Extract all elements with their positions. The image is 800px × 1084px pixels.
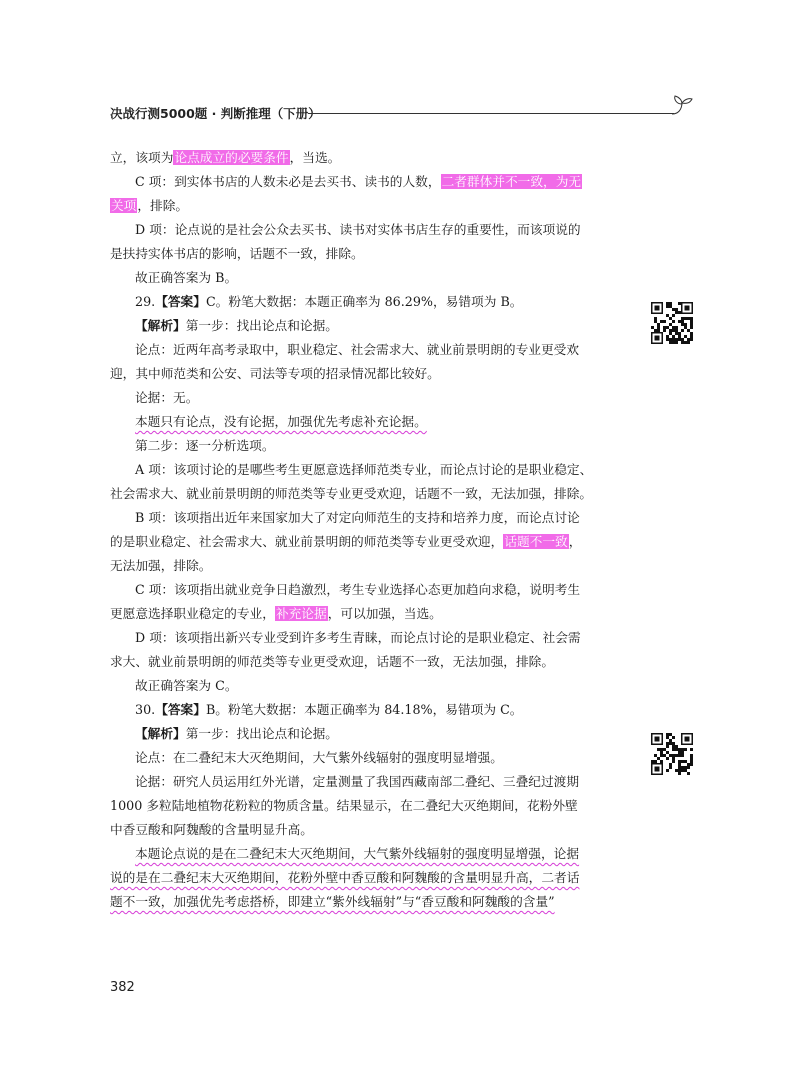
text-segment: 论据：研究人员运用红外光谱，定量测量了我国西藏南部二叠纪、三叠纪过渡期	[135, 774, 580, 789]
underlined-text: 说的是在二叠纪末大灭绝期间，花粉外壁中香豆酸和阿魏酸的含量明显升高，二者话	[110, 870, 580, 885]
text-segment: C。粉笔大数据：本题正确率为 86.29%，易错项为 B。	[205, 294, 523, 309]
header-rule	[308, 113, 674, 114]
text-segment: 故正确答案为 B。	[135, 270, 238, 285]
text-line	[110, 434, 630, 458]
text-line	[110, 482, 630, 506]
text-segment: A 项：该项讨论的是哪些考生更愿意选择师范类专业，而论点讨论的是职业稳定、	[135, 462, 593, 477]
highlighted-text: 论点成立的必要条件	[174, 150, 289, 165]
section-bracket-label: 【答案】	[155, 702, 206, 717]
text-line	[110, 362, 630, 386]
underlined-text: 本题论点说的是在二叠纪末大灭绝期间，大气紫外线辐射的强度明显增强，论据	[135, 846, 580, 861]
section-bracket-label: 【解析】	[135, 726, 186, 741]
text-line	[110, 146, 630, 170]
text-line	[110, 194, 630, 218]
text-line	[110, 290, 630, 314]
text-line	[110, 818, 630, 842]
text-line	[110, 722, 630, 746]
text-line	[110, 506, 630, 530]
sprout-icon	[668, 92, 694, 118]
text-segment: 迎，其中师范类和公安、司法等专项的招录情况都比较好。	[110, 366, 440, 381]
text-segment: 故正确答案为 C。	[135, 678, 238, 693]
text-line	[110, 794, 630, 818]
highlighted-text: 二者群体并不一致，为无	[441, 174, 582, 189]
text-segment: 论点：在二叠纪末大灭绝期间，大气紫外线辐射的强度明显增强。	[135, 750, 503, 765]
text-line	[110, 266, 630, 290]
text-segment: 立，该项为	[110, 150, 174, 165]
text-segment: ，可以加强，当选。	[327, 606, 442, 621]
text-segment: ，排除。	[137, 198, 189, 213]
text-line	[110, 674, 630, 698]
text-segment: C 项：该项指出就业竞争日趋激烈，考生专业选择心态更加趋向求稳，说明考生	[135, 582, 581, 597]
text-segment: 30.	[135, 702, 156, 717]
running-header	[110, 104, 694, 128]
text-segment: 论据：无。	[135, 390, 199, 405]
highlighted-text: 关项	[111, 198, 137, 213]
text-segment: 论点：近两年高考录取中，职业稳定、社会需求大、就业前景明朗的专业更受欢	[135, 342, 580, 357]
text-segment: 无法加强，排除。	[110, 558, 212, 573]
text-line	[110, 746, 630, 770]
text-segment: 第一步：找出论点和论据。	[185, 726, 338, 741]
book-title: 决战行测5000题 · 判断推理（下册）	[110, 106, 321, 121]
text-segment: ，当选。	[289, 150, 341, 165]
underlined-text: 题不一致，加强优先考虑搭桥，即建立“紫外线辐射”与“香豆酸和阿魏酸的含量”	[110, 894, 555, 909]
text-line	[110, 578, 630, 602]
text-segment: 社会需求大、就业前景明朗的师范类等专业更受欢迎，话题不一致，无法加强，排除。	[110, 486, 593, 501]
text-line	[110, 338, 630, 362]
qr-code-icon[interactable]	[651, 733, 693, 775]
text-line	[110, 410, 630, 434]
section-bracket-label: 【解析】	[135, 318, 186, 333]
text-line	[110, 626, 630, 650]
text-line	[110, 770, 630, 794]
text-line	[110, 218, 630, 242]
text-line	[110, 530, 630, 554]
text-segment: 求大、就业前景明朗的师范类等专业更受欢迎，话题不一致，无法加强，排除。	[110, 654, 555, 669]
text-line	[110, 170, 630, 194]
text-segment: 第一步：找出论点和论据。	[185, 318, 338, 333]
text-line	[110, 386, 630, 410]
underlined-text: 本题只有论点，没有论据，加强优先考虑补充论据。	[135, 414, 427, 429]
section-bracket-label: 【答案】	[155, 294, 206, 309]
qr-code-icon[interactable]	[651, 302, 693, 344]
text-line	[110, 842, 630, 866]
text-line	[110, 866, 630, 890]
text-segment: 1000 多粒陆地植物花粉粒的物质含量。结果显示，在二叠纪大灭绝期间，花粉外壁	[110, 798, 578, 813]
text-line	[110, 890, 630, 914]
page-number: 382	[110, 980, 135, 995]
text-segment: ，	[568, 534, 582, 549]
text-line	[110, 602, 630, 626]
text-line	[110, 554, 630, 578]
highlighted-text: 话题不一致	[504, 534, 568, 549]
text-segment: 更愿意选择职业稳定的专业，	[110, 606, 275, 621]
text-line	[110, 242, 630, 266]
text-segment: 中香豆酸和阿魏酸的含量明显升高。	[110, 822, 313, 837]
text-line	[110, 698, 630, 722]
text-line	[110, 650, 630, 674]
text-segment: 第二步：逐一分析选项。	[135, 438, 275, 453]
text-segment: B。粉笔大数据：本题正确率为 84.18%，易错项为 C。	[205, 702, 523, 717]
text-segment: 29.	[135, 294, 156, 309]
text-segment: D 项：论点说的是社会公众去买书、读书对实体书店生存的重要性，而该项说的	[135, 222, 581, 237]
answer-explanation-text	[110, 146, 630, 914]
text-segment: 是扶持实体书店的影响，话题不一致，排除。	[110, 246, 364, 261]
text-segment: 的是职业稳定、社会需求大、就业前景明朗的师范类等专业更受欢迎，	[110, 534, 504, 549]
text-line	[110, 458, 630, 482]
text-segment: B 项：该项指出近年来国家加大了对定向师范生的支持和培养力度，而论点讨论	[135, 510, 580, 525]
text-segment: D 项：该项指出新兴专业受到许多考生青睐，而论点讨论的是职业稳定、社会需	[135, 630, 581, 645]
text-line	[110, 314, 630, 338]
highlighted-text: 补充论据	[275, 606, 327, 621]
text-segment: C 项：到实体书店的人数未必是去买书、读书的人数，	[135, 174, 441, 189]
